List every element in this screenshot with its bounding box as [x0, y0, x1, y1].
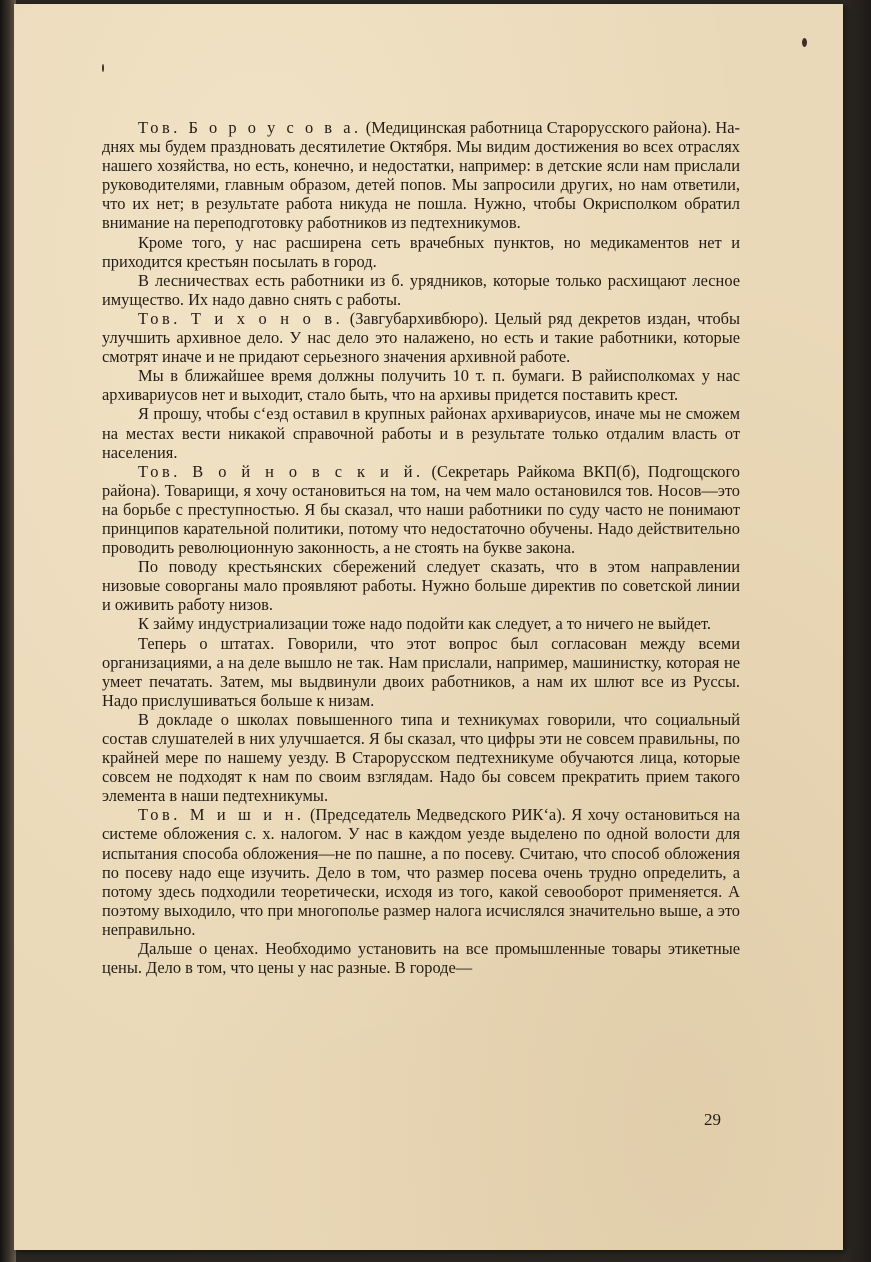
paragraph-text: (Председатель Медведского РИК‘а). Я хочу остановиться на системе обложения с. х. налогом. У нас в каждом уезде выделено по одной волости для испытания способа обложения—не по пашне, а по посеву. Считаю, что способ обложения по посеву надо еще изучить. Дело в том, что размер посева очень трудно определить, а потому здесь подходили теоретически, исходя из того, какой севооборот применяется. А поэтому выходило, что при многополье размер налога исчислялся значительно выше, а это неправильно.	[102, 805, 740, 939]
paragraph-6	[102, 404, 740, 461]
page-edge	[843, 0, 871, 1262]
speaker-name: Тов. М и ш и н.	[138, 805, 305, 825]
paragraph-12	[102, 805, 740, 939]
paragraph-text: (Завгубархивбюро). Целый ряд декретов издан, чтобы улучшить архивное дело. У нас дело это налажено, но есть и такие работники, которые смотрят иначе и не придают серьезного значения архивной работе.	[102, 308, 740, 367]
paragraph-text: Кроме того, у нас расширена сеть врачебных пунктов, но медикаментов нет и приходится крестьян посылать в город.	[102, 232, 740, 271]
paragraph-8	[102, 557, 740, 614]
page-text	[102, 118, 740, 977]
paragraph-10	[102, 634, 740, 710]
speaker-name: Тов. Т и х о н о в.	[138, 308, 344, 328]
ink-speck	[802, 38, 807, 47]
page-number: 29	[704, 1110, 721, 1129]
paragraph-9	[102, 614, 740, 633]
paragraph-7	[102, 462, 740, 557]
paragraph-5	[102, 366, 740, 404]
paragraph-text: В докладе о школах повышенного типа и техникумах говорили, что социальный состав слушателей в них улучшается. Я бы сказал, что цифры эти не совсем правильны, по крайней мере по нашему уезду. В Старорусском педтехникуме обучаются лица, которые совсем не подходят к нам по своим взглядам. Надо бы совсем прекратить прием такого элемента в наши педтехникумы.	[102, 709, 740, 806]
paragraph-1	[102, 118, 740, 233]
paragraph-4	[102, 309, 740, 366]
paragraph-text: Дальше о ценах. Необходимо установить на все промышленные товары этикетные цены. Дело в том, что цены у нас разные. В городе—	[102, 939, 740, 978]
paragraph-text: Я прошу, чтобы с‘езд оставил в крупных районах архивариусов, иначе мы не сможем на местах вести никакой справочной работы и в результате только отдалим власть от населения.	[102, 404, 740, 462]
paragraph-text: В лесничествах есть работники из б. урядников, которые только расхищают лесное имущество. Их надо давно снять с работы.	[102, 270, 740, 309]
speaker-name: Тов. Б о р о у с о в а.	[138, 118, 362, 137]
paragraph-text: (Медицинская работница Старорусского района). На-днях мы будем праздновать десятилетие Октября. Мы видим достижения во всех отраслях нашего хозяйства, но есть, конечно, и недостатки, например: в детские ясли нам прислали руководителями, главным образом, детей попов. Мы запросили других, но нам ответили, что их нет; в результате работа никуда не пошла. Нужно, чтобы Окрисполком обратил внимание на переподготовку работников из педтехникумов.	[102, 118, 740, 233]
speaker-name: Тов. В о й н о в с к и й.	[138, 461, 424, 481]
paragraph-3	[102, 271, 740, 309]
paragraph-text: К займу индустриализации тоже надо подойти как следует, а то ничего не выйдет.	[138, 614, 712, 634]
paragraph-text: (Секретарь Райкома ВКП(б), Подгощского района). Товарищи, я хочу остановиться на том, на чем мало остановился тов. Носов—это на борьбе с преступностью. Я бы сказал, что наши работники по суду часто не понимают принципов карательной политики, потому что недостаточно обучены. Надо действительно проводить революционную законность, а не стоять на букве закона.	[102, 461, 741, 558]
paragraph-text: По поводу крестьянских сбережений следует сказать, что в этом направлении низовые соворганы мало проявляют работы. Нужно больше директив по советской линии и оживить работу низов.	[102, 557, 740, 615]
ink-speck	[102, 64, 104, 72]
paragraph-text: Теперь о штатах. Говорили, что этот вопрос был согласован между всеми организациями, а на деле вышло не так. Нам прислали, например, машинистку, которая не умеет печатать. Затем, мы выдвинули двоих работников, а нам их шлют все из Руссы. Надо прислушиваться больше к низам.	[102, 633, 740, 710]
paragraph-2	[102, 233, 740, 271]
paragraph-text: Мы в ближайшее время должны получить 10 т. п. бумаги. В райисполкомах у нас архивариусов нет и выходит, стало быть, что на архивы придется поставить крест.	[102, 366, 740, 405]
paragraph-13	[102, 939, 740, 977]
paragraph-11	[102, 710, 740, 805]
